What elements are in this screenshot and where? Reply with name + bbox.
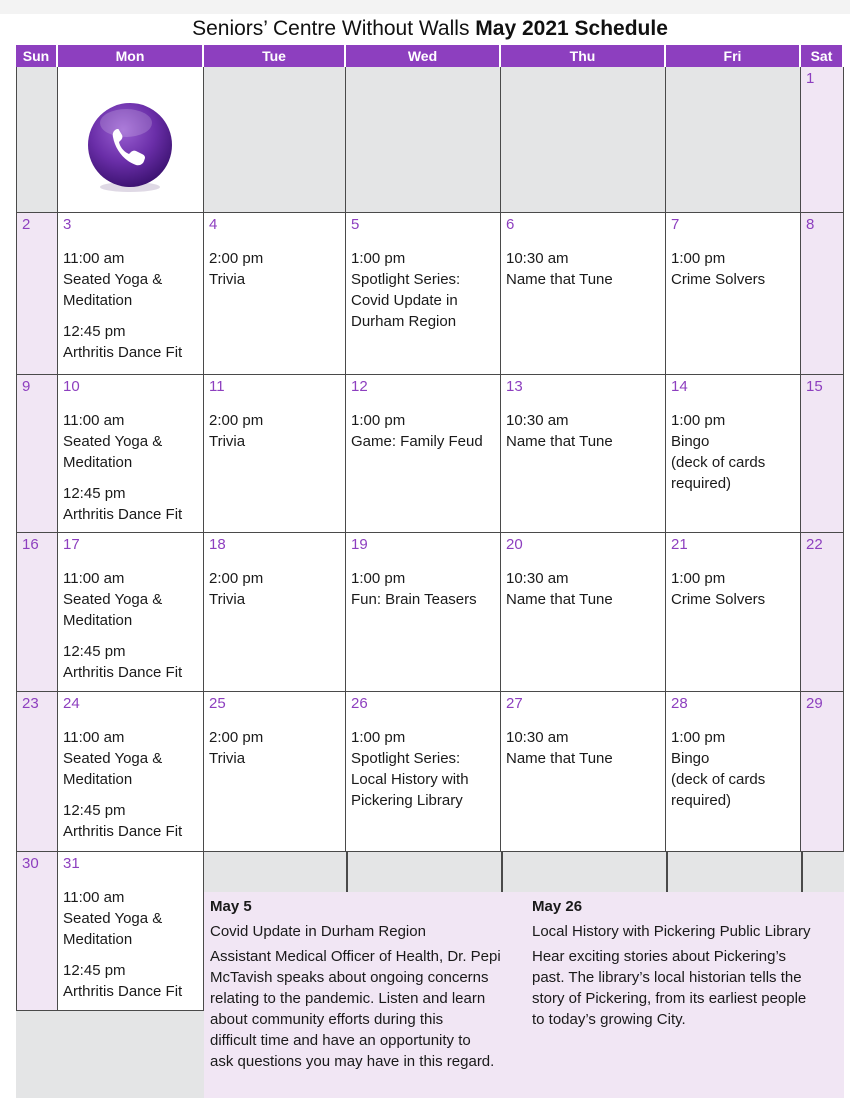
calendar-day-cell [666,692,801,852]
event-time: 10:30 am [506,570,569,587]
detail-line: past. The library’s local historian tells the [532,969,802,986]
calendar-day-cell [16,67,58,213]
event-time: 10:30 am [506,412,569,429]
event-title-line: (deck of cards [671,454,766,471]
event-time: 11:00 am [63,889,125,906]
day-number: 23 [22,695,39,712]
event-item [506,727,661,769]
event-list [506,410,661,462]
day-number: 29 [806,695,823,712]
calendar-day-cell [666,213,801,375]
event-title-line: Trivia [209,591,246,608]
event-time: 2:00 pm [209,412,264,429]
event-title-line: Seated Yoga & [63,271,163,288]
day-number: 17 [63,536,80,553]
event-item [63,321,199,363]
calendar-day-cell [58,67,204,213]
calendar-day-cell [801,213,844,375]
event-title-line: Durham Region [351,313,457,330]
calendar-day-cell [16,213,58,375]
event-title-line: Arthritis Dance Fit [63,506,183,523]
day-number: 20 [506,536,523,553]
event-time: 12:45 pm [63,962,126,979]
event-time: 1:00 pm [671,570,726,587]
calendar-day-cell [501,213,666,375]
calendar-day-cell [666,67,801,213]
day-header-wed: Wed [346,45,501,67]
event-title-line: Arthritis Dance Fit [63,983,183,1000]
day-number: 16 [22,536,39,553]
event-details-panel [204,892,844,1098]
event-title-line: Trivia [209,750,246,767]
day-header-sat: Sat [801,45,844,67]
event-item [63,727,199,790]
day-number: 24 [63,695,80,712]
event-title-line: Arthritis Dance Fit [63,664,183,681]
event-list [209,248,341,300]
event-item [671,248,796,290]
event-list [506,248,661,300]
day-header-tue: Tue [204,45,346,67]
event-title-line: Seated Yoga & [63,750,163,767]
event-time: 11:00 am [63,250,125,267]
calendar-day-cell [16,533,58,692]
calendar-day-cell [204,533,346,692]
event-list [63,727,199,852]
calendar-day-cell [346,533,501,692]
event-time: 11:00 am [63,570,125,587]
day-number: 10 [63,378,80,395]
day-number: 4 [209,216,218,233]
event-title-line: Name that Tune [506,271,613,288]
event-title-line: Fun: Brain Teasers [351,591,477,608]
empty-gray-band [204,852,844,892]
event-title-line: Crime Solvers [671,591,766,608]
calendar-day-cell [16,852,58,1011]
event-item [63,641,199,683]
event-item [351,568,496,610]
calendar-day-cell [204,213,346,375]
event-title-line: Trivia [209,271,246,288]
event-item [671,568,796,610]
event-list [63,248,199,373]
event-list [209,727,341,779]
event-list [671,410,796,504]
event-item [63,410,199,473]
event-item [506,410,661,452]
title-month: May 2021 Schedule [475,17,668,40]
day-number: 3 [63,216,72,233]
event-title-line: (deck of cards [671,771,766,788]
calendar-day-cell [801,67,844,213]
calendar-day-cell [501,533,666,692]
day-number: 7 [671,216,680,233]
day-number: 30 [22,855,39,872]
event-time: 12:45 pm [63,802,126,819]
event-title-line: Meditation [63,771,133,788]
calendar-day-cell [501,67,666,213]
calendar-day-cell [501,375,666,533]
detail-line: difficult time and have an opportunity to [210,1032,471,1049]
top-bar [0,0,850,14]
event-title-line: Meditation [63,931,133,948]
calendar-day-cell [801,533,844,692]
event-item [351,727,496,811]
event-title-line: Pickering Library [351,792,463,809]
event-title-line: Seated Yoga & [63,591,163,608]
day-number: 15 [806,378,823,395]
event-detail-may5 [210,896,522,1072]
day-number: 1 [806,70,815,87]
event-list [351,410,496,462]
day-number: 25 [209,695,226,712]
calendar-day-cell [801,375,844,533]
event-title-line: Meditation [63,454,133,471]
calendar-day-cell [58,852,204,1011]
detail-line: about community efforts during this [210,1011,444,1028]
event-time: 12:45 pm [63,323,126,340]
day-number: 14 [671,378,688,395]
event-list [506,568,661,620]
day-number: 21 [671,536,688,553]
day-number: 31 [63,855,80,872]
event-title-line: Crime Solvers [671,271,766,288]
title-prefix: Seniors’ Centre Without Walls [192,17,470,40]
calendar-day-cell [666,533,801,692]
event-time: 12:45 pm [63,643,126,660]
calendar-day-cell [58,692,204,852]
detail-line: story of Pickering, from its earliest people [532,990,807,1007]
detail-line: ask questions you may have in this regard. [210,1053,495,1070]
day-number: 19 [351,536,368,553]
grid-divider [501,852,503,892]
grid-divider [346,852,348,892]
day-header-thu: Thu [501,45,666,67]
event-list [671,568,796,620]
event-time: 1:00 pm [351,412,406,429]
event-time: 1:00 pm [671,412,726,429]
event-title-line: Trivia [209,433,246,450]
event-list [63,568,199,693]
event-list [671,727,796,821]
day-header-sun: Sun [16,45,58,67]
event-title-line: Meditation [63,292,133,309]
event-title-line: Local History with [351,771,469,788]
day-number: 11 [209,378,225,395]
event-title-line: Arthritis Dance Fit [63,823,183,840]
detail-line: Hear exciting stories about Pickering’s [532,948,787,965]
calendar-day-cell [346,213,501,375]
page-title [16,15,844,43]
day-number: 22 [806,536,823,553]
event-item [209,568,341,610]
event-item [63,248,199,311]
event-title-line: Seated Yoga & [63,433,163,450]
event-list [506,727,661,779]
event-title-line: Seated Yoga & [63,910,163,927]
event-title-line: required) [671,792,732,809]
calendar-day-cell [58,213,204,375]
calendar-day-cell [204,375,346,533]
event-title-line: Covid Update in [351,292,458,309]
event-time: 11:00 am [63,412,125,429]
detail-line: Assistant Medical Officer of Health, Dr. Pepi [210,948,501,965]
day-number: 9 [22,378,31,395]
event-title-line: Game: Family Feud [351,433,483,450]
event-item [351,248,496,332]
event-title-line: Name that Tune [506,433,613,450]
day-number: 26 [351,695,368,712]
phone-icon [82,99,178,195]
event-detail-may26 [532,896,842,1030]
calendar-day-cell [346,375,501,533]
event-time: 10:30 am [506,729,569,746]
detail-line: McTavish speaks about ongoing concerns [210,969,489,986]
event-title-line: Bingo [671,750,710,767]
event-list [351,568,496,620]
day-number: 27 [506,695,523,712]
calendar-day-cell [346,692,501,852]
event-item [506,248,661,290]
event-list [209,568,341,620]
event-time: 1:00 pm [671,729,726,746]
detail-title: Covid Update in Durham Region [210,923,426,940]
event-item [671,727,796,811]
day-number: 13 [506,378,523,395]
event-item [63,887,199,950]
detail-date: May 5 [210,898,252,915]
day-header-mon: Mon [58,45,204,67]
event-item [63,800,199,842]
grid-divider [801,852,803,892]
calendar-day-cell [801,692,844,852]
event-list [671,248,796,300]
event-item [209,410,341,452]
event-item [63,483,199,525]
calendar-day-cell [346,67,501,213]
empty-gray-area [16,1011,204,1098]
calendar-day-cell [58,375,204,533]
day-number: 12 [351,378,368,395]
event-title-line: required) [671,475,732,492]
event-time: 1:00 pm [351,250,406,267]
event-time: 1:00 pm [671,250,726,267]
event-list [351,727,496,821]
event-time: 11:00 am [63,729,125,746]
calendar-day-cell [501,692,666,852]
event-title-line: Name that Tune [506,750,613,767]
event-item [209,248,341,290]
event-time: 2:00 pm [209,729,264,746]
event-time: 2:00 pm [209,570,264,587]
event-item [506,568,661,610]
event-time: 12:45 pm [63,485,126,502]
day-number: 28 [671,695,688,712]
day-number: 2 [22,216,31,233]
calendar-day-cell [666,375,801,533]
detail-line: relating to the pandemic. Listen and learn [210,990,486,1007]
day-number: 18 [209,536,226,553]
event-item [351,410,496,452]
event-title-line: Spotlight Series: [351,271,461,288]
event-item [63,568,199,631]
day-header-fri: Fri [666,45,801,67]
event-list [63,410,199,535]
event-list [351,248,496,342]
calendar-day-cell [204,67,346,213]
event-time: 1:00 pm [351,729,406,746]
event-time: 1:00 pm [351,570,406,587]
event-item [209,727,341,769]
event-time: 2:00 pm [209,250,264,267]
calendar-day-cell [16,692,58,852]
grid-divider [666,852,668,892]
event-list [63,887,199,1012]
event-title-line: Name that Tune [506,591,613,608]
calendar-day-cell [16,375,58,533]
day-number: 8 [806,216,815,233]
event-item [671,410,796,494]
calendar-day-cell [204,692,346,852]
event-title-line: Bingo [671,433,710,450]
detail-line: to today’s growing City. [532,1011,686,1028]
day-number: 5 [351,216,360,233]
day-number: 6 [506,216,515,233]
calendar-day-cell [58,533,204,692]
event-list [209,410,341,462]
event-item [63,960,199,1002]
event-title-line: Arthritis Dance Fit [63,344,183,361]
event-time: 10:30 am [506,250,569,267]
detail-title: Local History with Pickering Public Library [532,923,811,940]
event-title-line: Spotlight Series: [351,750,461,767]
detail-date: May 26 [532,898,583,915]
event-title-line: Meditation [63,612,133,629]
